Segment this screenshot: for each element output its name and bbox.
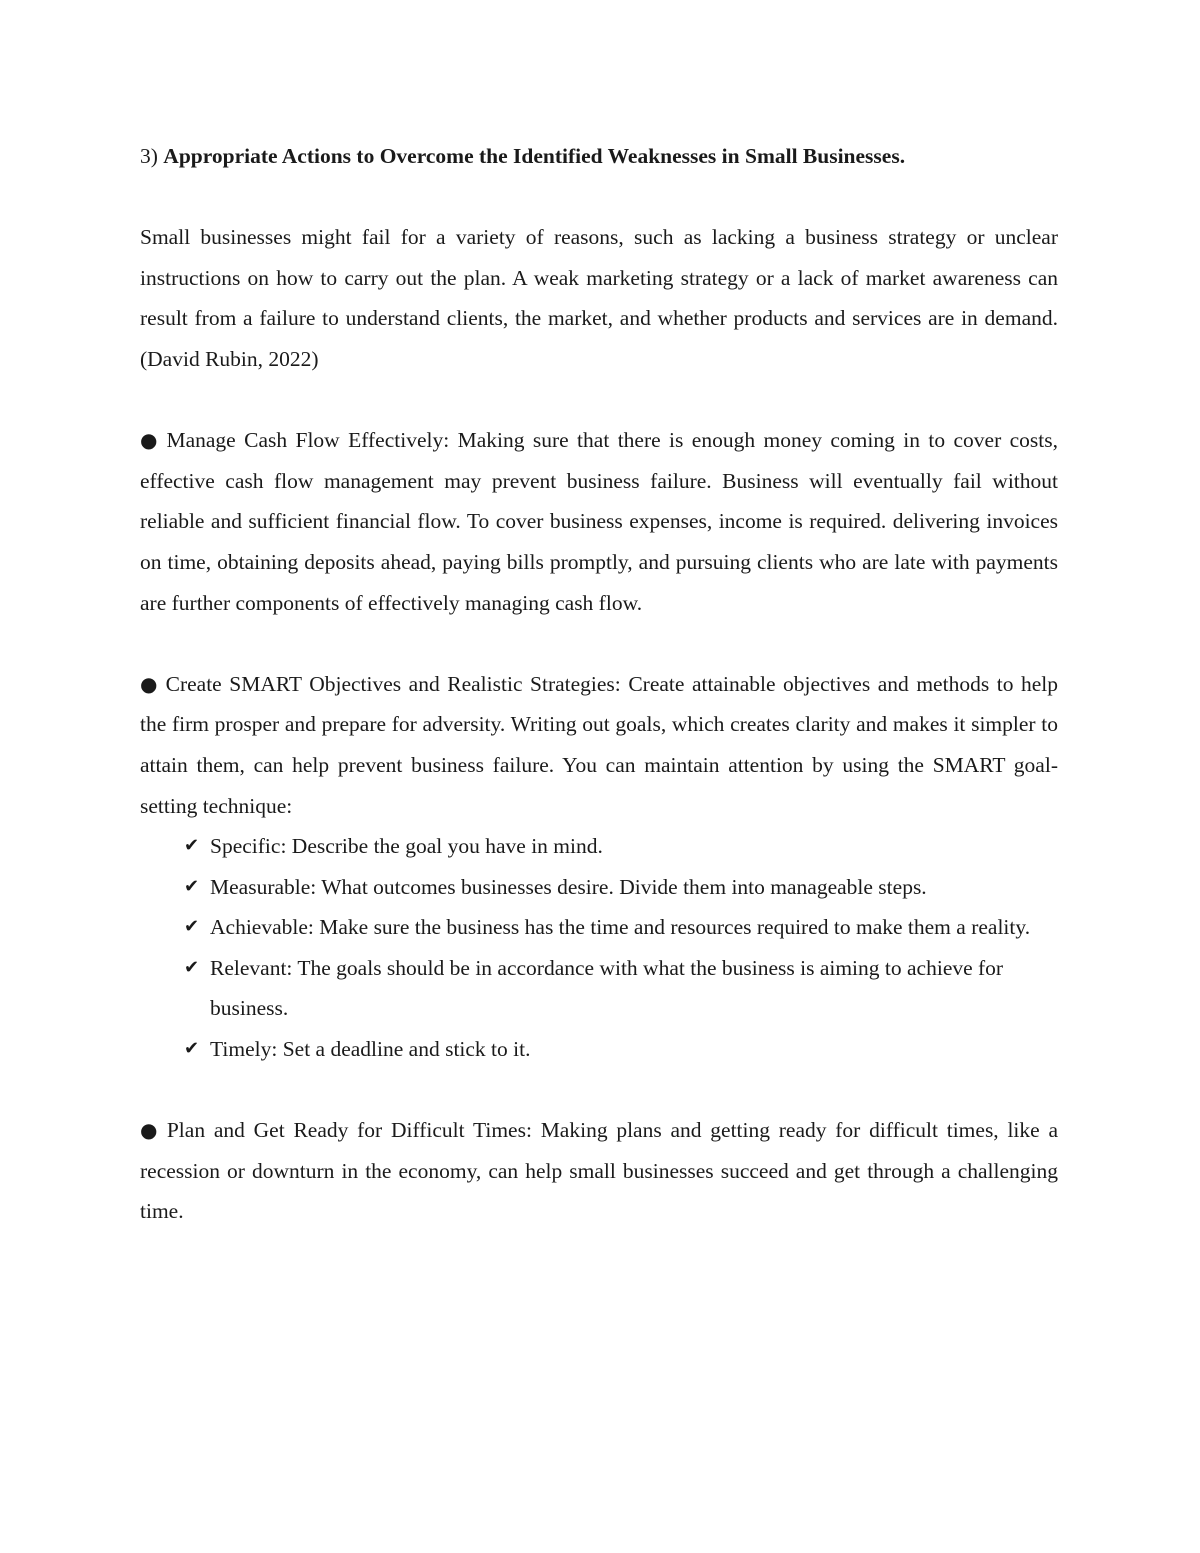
list-item-text: Timely: Set a deadline and stick to it.: [210, 1037, 531, 1062]
check-icon: ✔: [184, 835, 200, 857]
bullet-paragraph-cash-flow: [140, 420, 1058, 623]
smart-checklist: [140, 826, 1058, 1070]
bullet-icon: ●: [140, 428, 161, 453]
check-icon: ✔: [184, 956, 200, 978]
bullet-text: Manage Cash Flow Effectively: Making sure that there is enough money coming in to cover costs, effective cash flow management may prevent business failure. Business will eventually fail without reliable and sufficient financial flow. To cover business expenses, income is required. delivering invoices on time, obtaining deposits ahead, paying bills promptly, and pursuing clients who are late with payments are further components of effectively managing cash flow.: [140, 428, 1058, 615]
list-item: [184, 907, 1058, 948]
bullet-text: Create SMART Objectives and Realistic Strategies: Create attainable objectives and methods to help the firm prosper and prepare for adversity. Writing out goals, which creates clarity and makes it simpler to attain them, can help prevent business failure. You can maintain attention by using the SMART goal-setting technique:: [140, 671, 1059, 818]
bullet-text: Plan and Get Ready for Difficult Times: Making plans and getting ready for difficult times, like a recession or downturn in the economy, can help small businesses succeed and get through a challenging time.: [140, 1118, 1058, 1224]
list-item: [184, 948, 1058, 1029]
list-item-text: Relevant: The goals should be in accordance with what the business is aiming to achieve for business.: [210, 955, 1004, 1021]
heading-title: Appropriate Actions to Overcome the Identified Weaknesses in Small Businesses.: [163, 144, 906, 168]
document-page: [140, 136, 1058, 1273]
check-icon: ✔: [184, 875, 200, 897]
bullet-icon: ●: [140, 671, 160, 696]
list-item: [184, 867, 1058, 908]
bullet-paragraph-smart: [140, 664, 1058, 826]
list-item-text: Achievable: Make sure the business has the time and resources required to make them a reality.: [210, 915, 1031, 940]
check-icon: ✔: [184, 1038, 200, 1060]
list-item: [184, 826, 1058, 867]
heading-number: 3): [140, 144, 164, 168]
list-item: [184, 1029, 1058, 1070]
check-icon: ✔: [184, 916, 200, 938]
bullet-icon: ●: [140, 1118, 161, 1143]
list-item-text: Measurable: What outcomes businesses desire. Divide them into manageable steps.: [210, 874, 927, 899]
section-heading: [140, 136, 1058, 177]
bullet-paragraph-difficult-times: [140, 1110, 1058, 1232]
intro-paragraph: Small businesses might fail for a variety of reasons, such as lacking a business strategy or unclear instructions on how to carry out the plan. A weak marketing strategy or a lack of market awareness can result from a failure to understand clients, the market, and whether products and services are in demand. (David Rubin, 2022): [140, 225, 1058, 371]
list-item-text: Specific: Describe the goal you have in mind.: [210, 834, 603, 859]
